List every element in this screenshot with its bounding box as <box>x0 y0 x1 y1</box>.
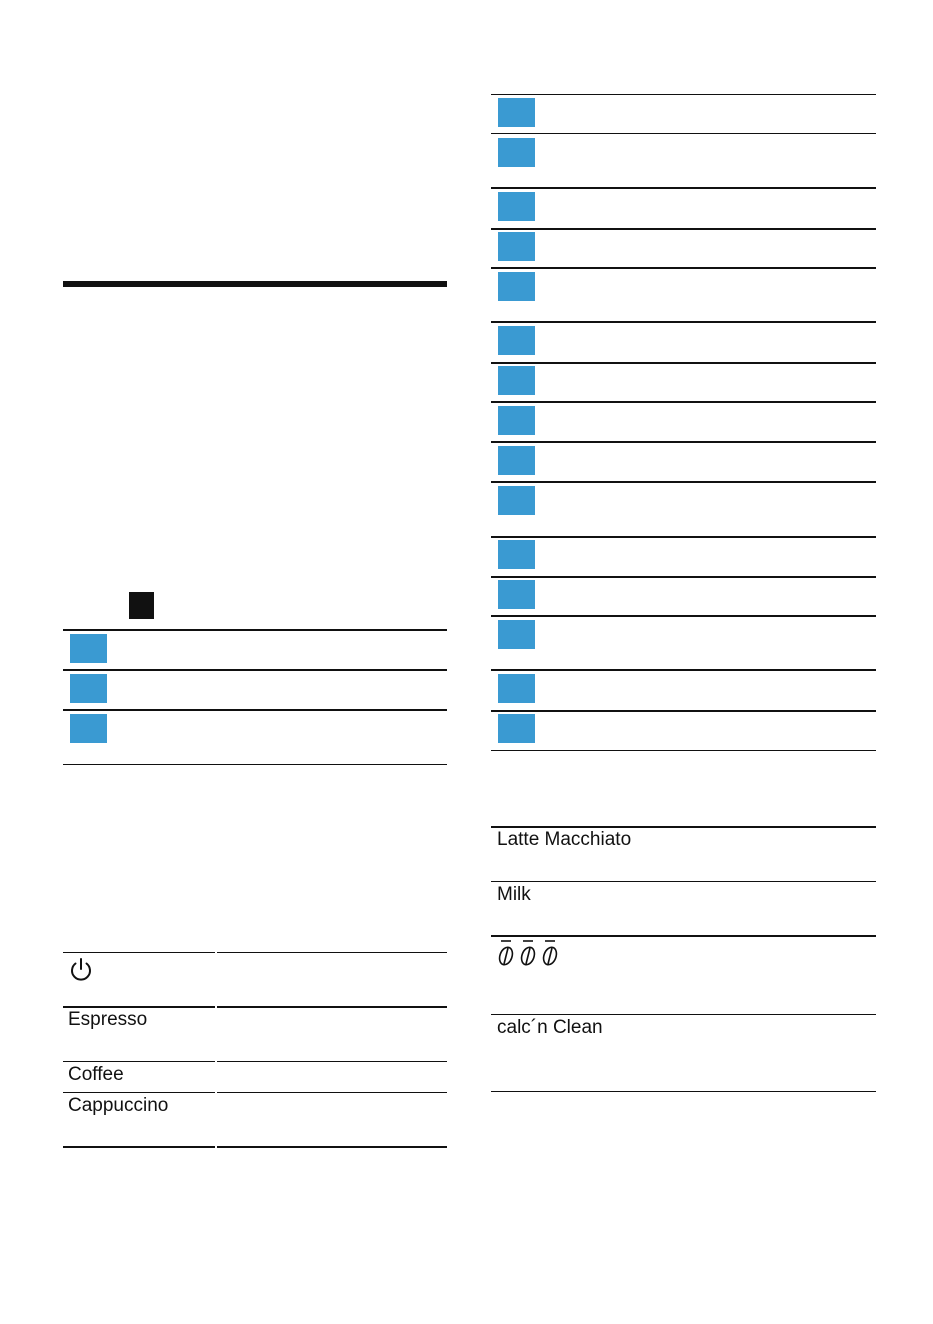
divider <box>491 750 876 751</box>
divider <box>491 94 876 95</box>
blue-marker <box>498 98 535 127</box>
section-heading-rule <box>63 281 447 287</box>
blue-marker <box>498 446 535 475</box>
table-rule <box>63 1146 447 1148</box>
blue-marker <box>498 580 535 609</box>
blue-marker <box>498 540 535 569</box>
divider <box>491 401 876 403</box>
blue-marker <box>498 674 535 703</box>
blue-marker <box>498 620 535 649</box>
table-rule <box>63 1092 447 1093</box>
blue-marker <box>498 192 535 221</box>
divider <box>491 669 876 671</box>
coffee-bean-strength-icon <box>497 939 563 967</box>
table-column-divider <box>215 952 217 1148</box>
blue-marker <box>498 138 535 167</box>
divider <box>491 228 876 230</box>
table-rule <box>63 1006 447 1008</box>
divider <box>63 629 447 631</box>
blue-marker <box>498 366 535 395</box>
divider <box>491 133 876 134</box>
divider <box>491 576 876 578</box>
power-icon <box>67 956 95 984</box>
divider <box>63 764 447 765</box>
divider <box>491 536 876 538</box>
table-rule <box>491 881 876 882</box>
divider <box>491 187 876 189</box>
divider <box>491 481 876 483</box>
blue-marker <box>70 674 107 703</box>
table-cell-label: calc´n Clean <box>497 1017 603 1038</box>
table-rule <box>491 1091 876 1092</box>
blue-marker <box>498 406 535 435</box>
divider <box>63 669 447 671</box>
table-rule <box>491 935 876 937</box>
table-cell-label: Milk <box>497 884 531 905</box>
blue-marker <box>498 714 535 743</box>
table-cell-label: Coffee <box>68 1064 124 1085</box>
divider <box>491 321 876 323</box>
table-rule <box>491 1014 876 1015</box>
table-cell-label: Latte Macchiato <box>497 829 632 850</box>
table-rule <box>63 1061 447 1062</box>
divider <box>491 362 876 364</box>
divider <box>63 709 447 711</box>
blue-marker <box>498 232 535 261</box>
table-rule <box>491 826 876 828</box>
black-marker-square <box>129 592 154 619</box>
divider <box>491 441 876 443</box>
table-cell-label: Espresso <box>68 1009 148 1030</box>
blue-marker <box>498 272 535 301</box>
divider <box>491 710 876 712</box>
blue-marker <box>498 486 535 515</box>
blue-marker <box>70 714 107 743</box>
divider <box>491 267 876 269</box>
table-rule <box>63 952 447 953</box>
blue-marker <box>70 634 107 663</box>
table-cell-label: Cappuccino <box>68 1095 169 1116</box>
divider <box>491 615 876 617</box>
blue-marker <box>498 326 535 355</box>
